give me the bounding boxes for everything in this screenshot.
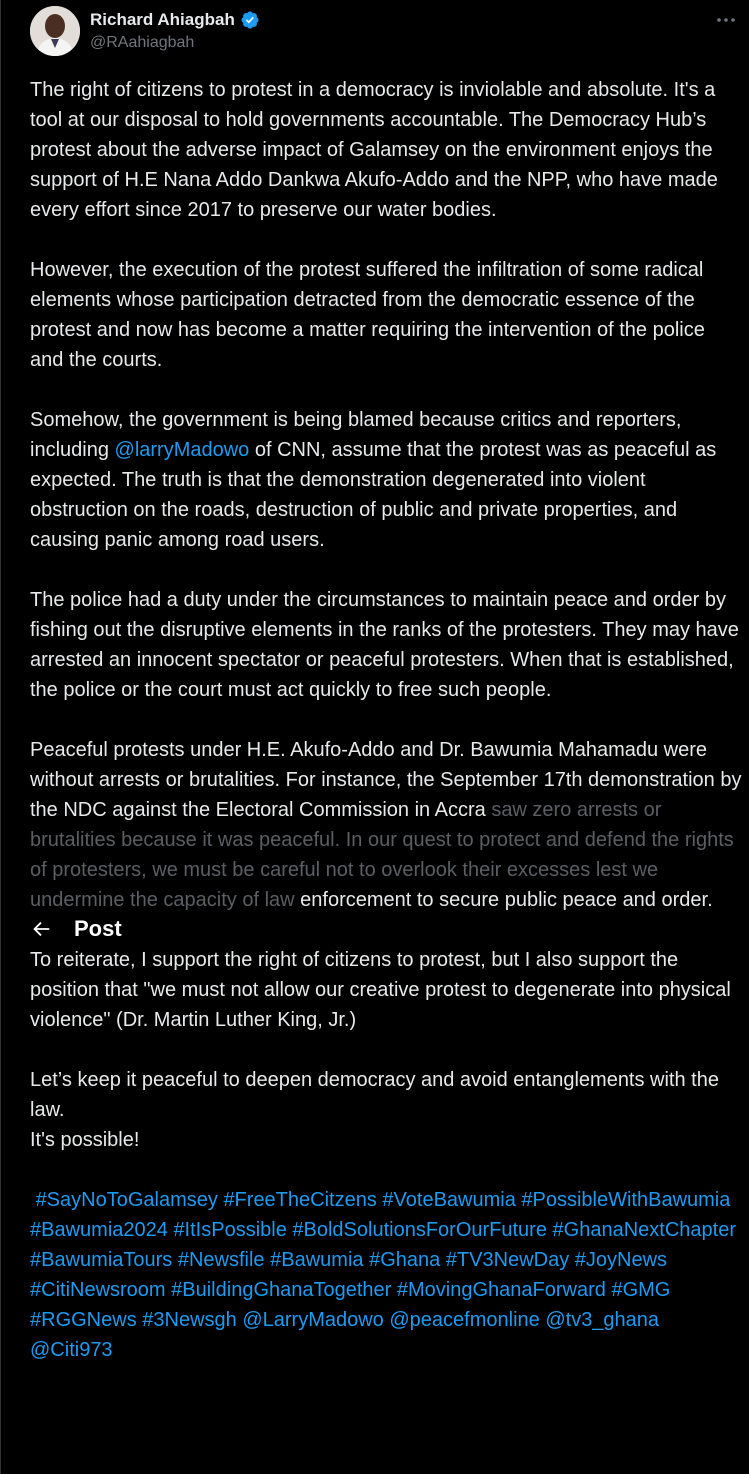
hashtag-link[interactable]: #VoteBawumia <box>382 1189 516 1211</box>
paragraph-5-text-c: enforcement to secure public peace and order. <box>294 889 713 911</box>
top-nav <box>30 912 122 946</box>
avatar[interactable] <box>30 6 80 56</box>
tweet-paragraph-2: However, the execution of the protest suffered the infiltration of some radical elements whose participation detracted from the democratic essence of the protest and now has become a matter requiring the intervention of the police and the courts. <box>30 259 705 371</box>
nav-title: Post <box>74 916 122 941</box>
paragraph-3-text-a: Somehow, the government is being blamed because critics and reporters, including <box>30 409 682 461</box>
hashtag-link[interactable]: #SayNoToGalamsey <box>35 1189 218 1211</box>
mention-link[interactable]: @Citi973 <box>30 1339 113 1361</box>
profile-photo-icon <box>30 6 80 56</box>
tweet-paragraph-4: The police had a duty under the circumstances to maintain peace and order by fishing out the disruptive elements in the ranks of the protesters. They may have arrested an innocent spectator or peaceful protesters. When that is established, the police or the court must act quickly to free such people. <box>30 589 739 701</box>
display-name[interactable]: Richard Ahiagbah <box>90 10 235 29</box>
hashtag-link[interactable]: #RGGNews <box>30 1309 137 1331</box>
handle[interactable]: @RAahiagbah <box>90 34 195 51</box>
hashtag-link[interactable]: #Newsfile <box>177 1249 265 1271</box>
more-options-icon[interactable] <box>714 8 738 32</box>
tweet-text <box>30 75 742 1365</box>
paragraph-7-line-2: It's possible! <box>30 1129 140 1151</box>
hashtag-link[interactable]: #ItIsPossible <box>173 1219 287 1241</box>
mention-link[interactable]: @larryMadowo <box>114 439 250 461</box>
tweet-paragraph-3 <box>30 405 742 555</box>
name-row <box>90 9 260 31</box>
author-info <box>90 9 260 52</box>
hashtag-link[interactable]: #CitiNewsroom <box>30 1279 166 1301</box>
hashtag-link[interactable]: #3Newsgh <box>142 1309 237 1331</box>
hashtag-link[interactable]: #BawumiaTours <box>30 1249 173 1271</box>
left-border <box>0 0 1 1474</box>
mention-link[interactable]: @tv3_ghana <box>545 1309 660 1331</box>
verified-badge-icon <box>240 10 260 30</box>
hashtag-link[interactable]: #BoldSolutionsForOurFuture <box>292 1219 547 1241</box>
tweet-paragraph-6: To reiterate, I support the right of citizens to protest, but I also support the position that "we must not allow our creative protest to degenerate into physical violence" (Dr. Martin Luther King, Jr.) <box>30 949 731 1031</box>
hashtag-link[interactable]: #Bawumia <box>270 1249 364 1271</box>
back-arrow-icon[interactable] <box>30 918 52 940</box>
hashtag-link[interactable]: #JoyNews <box>574 1249 668 1271</box>
paragraph-5-text-a: Peaceful protests under H.E. Akufo-Addo and Dr. Bawumia Mahamadu were without arrests or brutalities. For instance, the September 17th demonstration by the NDC against the Electoral Commission in Accra <box>30 739 742 821</box>
hashtag-link[interactable]: #TV3NewDay <box>445 1249 570 1271</box>
hashtag-link[interactable]: #FreeTheCitzens <box>223 1189 377 1211</box>
tweet-paragraph-7 <box>30 1065 742 1155</box>
mention-link[interactable]: @peacefmonline <box>389 1309 540 1331</box>
tweet-paragraph-1: The right of citizens to protest in a democracy is inviolable and absolute. It's a tool at our disposal to hold governments accountable. The Democracy Hub’s protest about the adverse impact of Galamsey on the environment enjoys the support of H.E Nana Addo Dankwa Akufo-Addo and the NPP, who have made every effort since 2017 to preserve our water bodies. <box>30 79 718 221</box>
paragraph-3-text-b: of CNN, assume that the protest was as peaceful as expected. The truth is that the demonstration degenerated into violent obstruction on the roads, destruction of public and private properties, and causing panic among road users. <box>30 439 717 551</box>
post-header <box>30 6 740 58</box>
hashtag-link[interactable]: #GhanaNextChapter <box>552 1219 736 1241</box>
hashtag-link[interactable]: #Ghana <box>369 1249 441 1271</box>
hashtag-link[interactable]: #BuildingGhanaTogether <box>171 1279 392 1301</box>
hashtag-link[interactable]: #Bawumia2024 <box>30 1219 168 1241</box>
tweet-paragraph-5 <box>30 735 742 915</box>
paragraph-5-obscured-text: saw zero arrests or brutalities because it was peaceful. In our quest to protect and defend the rights of protesters, we must be careful not to overlook their excesses lest we undermine the capacity of law <box>30 799 734 911</box>
hashtag-link[interactable]: #PossibleWithBawumia <box>521 1189 731 1211</box>
hashtag-link[interactable]: #MovingGhanaForward <box>396 1279 606 1301</box>
mention-link[interactable]: @LarryMadowo <box>242 1309 384 1331</box>
hashtag-list <box>30 1185 742 1365</box>
hashtag-link[interactable]: #GMG <box>611 1279 671 1301</box>
paragraph-7-line-1: Let’s keep it peaceful to deepen democracy and avoid entanglements with the law. <box>30 1069 719 1121</box>
